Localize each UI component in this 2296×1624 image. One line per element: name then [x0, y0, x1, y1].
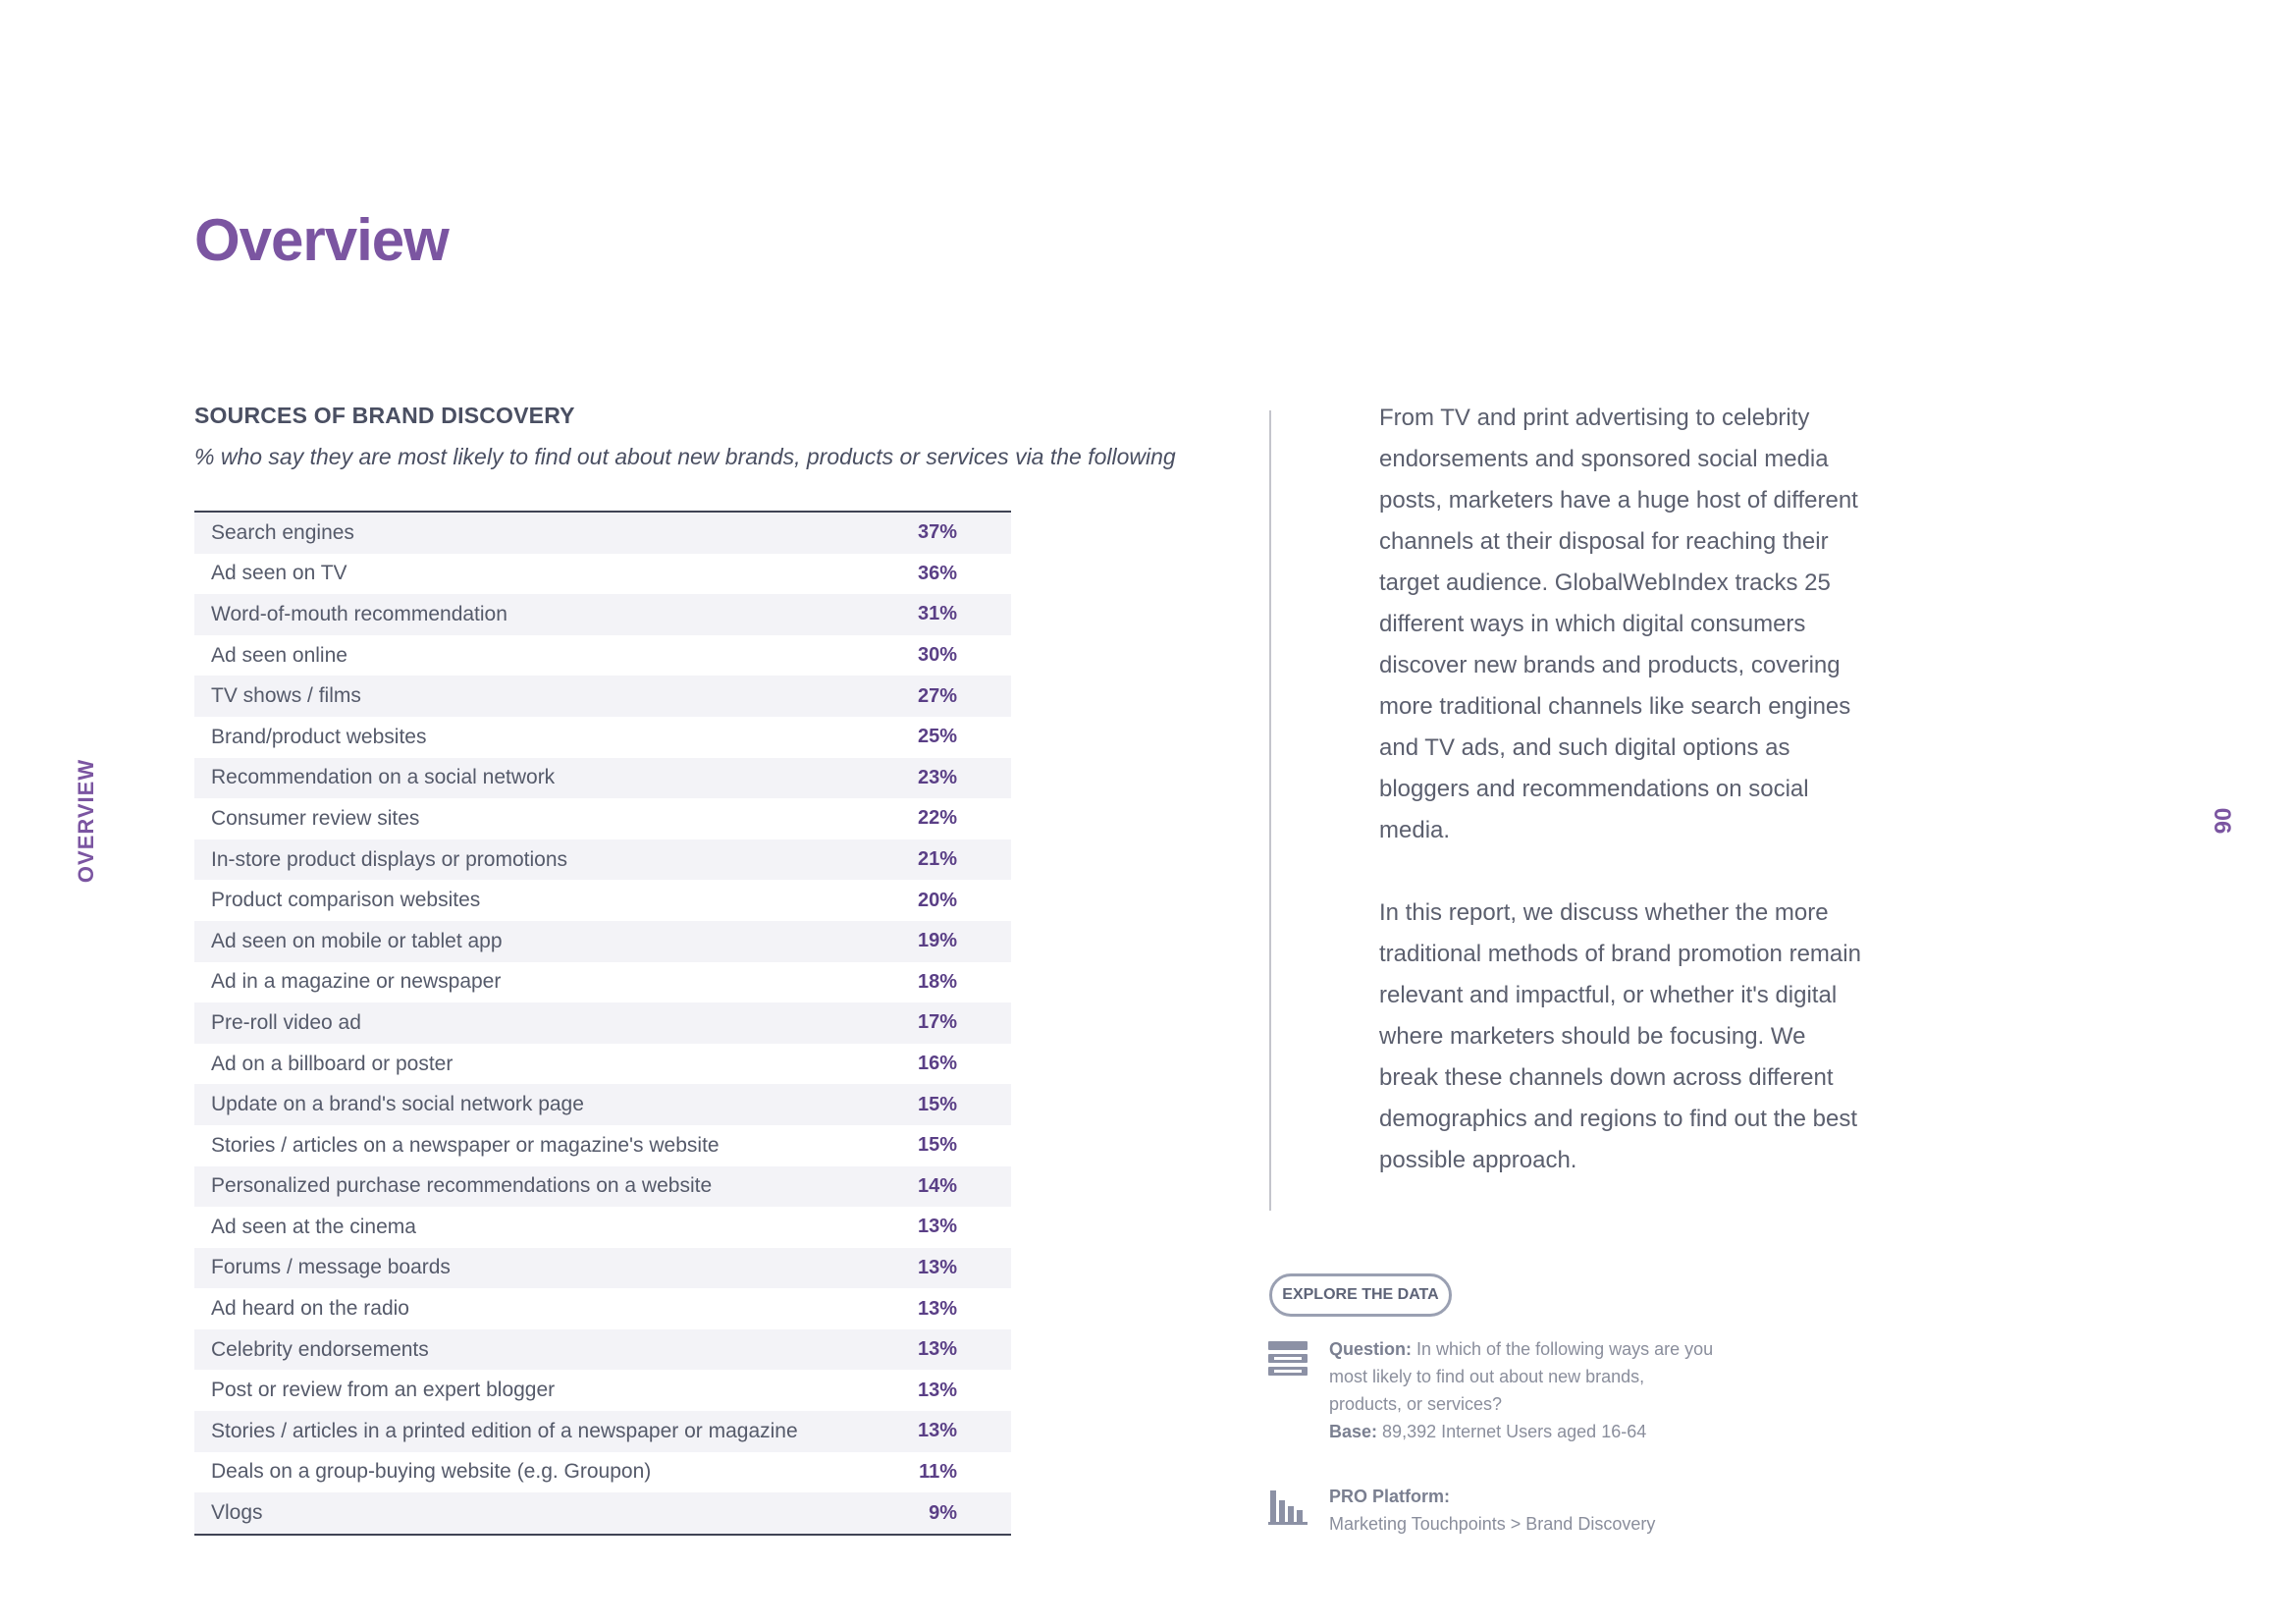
table-row	[194, 758, 1011, 799]
row-value: 16%	[917, 1053, 957, 1075]
row-value: 19%	[917, 930, 957, 952]
row-value: 27%	[917, 684, 957, 707]
body-paragraph: From TV and print advertising to celebrity endorsements and sponsored social media posts, marketers have a huge host of different channels at their disposal for reaching their target audience. GlobalWebIndex tracks 25 different ways in which digital consumers discover new brands and products, covering more traditional channels like search engines and TV ads, and such digital options as bloggers and recommendations on social media.	[1379, 405, 1858, 843]
row-value: 23%	[917, 766, 957, 788]
row-label: Ad seen at the cinema	[211, 1215, 416, 1238]
table-row	[194, 1166, 1011, 1208]
row-value: 13%	[917, 1420, 957, 1442]
table-row	[194, 554, 1011, 595]
row-label: Search engines	[211, 520, 354, 544]
row-label: Deals on a group-buying website (e.g. Groupon)	[211, 1460, 652, 1484]
row-label: Celebrity endorsements	[211, 1337, 429, 1361]
row-value: 13%	[917, 1216, 957, 1238]
table-row	[194, 1044, 1011, 1085]
row-value: 9%	[929, 1501, 957, 1524]
body-paragraph: In this report, we discuss whether the more traditional methods of brand promotion remain relevant and impactful, or whether it's digital where marketers should be focusing. We break these channels down across different demographics and regions to find out the best possible approach.	[1379, 899, 1861, 1173]
row-label: Stories / articles in a printed edition of a newspaper or magazine	[211, 1419, 798, 1442]
table-row	[194, 839, 1011, 881]
row-value: 30%	[917, 644, 957, 667]
table-row	[194, 1125, 1011, 1166]
page-number: 06	[2209, 807, 2235, 835]
body-text	[1379, 398, 1870, 1222]
table-row	[194, 880, 1011, 921]
row-label: Ad on a billboard or poster	[211, 1052, 454, 1075]
row-value: 31%	[917, 603, 957, 625]
section-title: SOURCES OF BRAND DISCOVERY	[194, 403, 575, 428]
row-label: Word-of-mouth recommendation	[211, 602, 507, 625]
table-row	[194, 1207, 1011, 1248]
row-label: Personalized purchase recommendations on a website	[211, 1174, 713, 1198]
pro-label: PRO Platform:	[1329, 1487, 1451, 1506]
brand-discovery-table	[194, 511, 1011, 1536]
table-row	[194, 1248, 1011, 1289]
row-label: Ad heard on the radio	[211, 1297, 409, 1321]
bar-chart-icon	[1268, 1490, 1308, 1531]
row-value: 37%	[917, 521, 957, 544]
row-label: Ad in a magazine or newspaper	[211, 970, 502, 994]
row-label: Consumer review sites	[211, 806, 420, 830]
side-section-label: OVERVIEW	[74, 758, 98, 884]
table-row	[194, 1288, 1011, 1329]
row-value: 13%	[917, 1379, 957, 1401]
question-label: Question:	[1329, 1339, 1412, 1359]
table-row	[194, 1370, 1011, 1411]
table-row	[194, 1084, 1011, 1125]
row-label: Product comparison websites	[211, 889, 481, 912]
pro-platform-info	[1329, 1483, 1741, 1538]
row-label: Post or review from an expert blogger	[211, 1379, 556, 1402]
row-label: Pre-roll video ad	[211, 1010, 361, 1034]
row-label: Ad seen online	[211, 643, 347, 667]
table-row	[194, 513, 1011, 554]
row-value: 15%	[917, 1093, 957, 1115]
table-row	[194, 594, 1011, 635]
row-label: Vlogs	[211, 1501, 263, 1525]
table-row	[194, 798, 1011, 839]
table-row	[194, 1452, 1011, 1493]
table-row	[194, 1411, 1011, 1452]
explore-data-button[interactable]: EXPLORE THE DATA	[1269, 1273, 1452, 1317]
table-row	[194, 717, 1011, 758]
row-value: 15%	[917, 1134, 957, 1157]
row-value: 22%	[917, 807, 957, 830]
row-label: Recommendation on a social network	[211, 766, 556, 789]
row-value: 18%	[917, 970, 957, 993]
table-row	[194, 676, 1011, 717]
column-divider	[1269, 410, 1271, 1211]
base-label: Base:	[1329, 1422, 1378, 1441]
row-label: Forums / message boards	[211, 1256, 451, 1279]
row-label: In-store product displays or promotions	[211, 847, 567, 871]
base-text: 89,392 Internet Users aged 16-64	[1382, 1422, 1647, 1441]
row-value: 14%	[917, 1174, 957, 1197]
pro-platform-link[interactable]: Marketing Touchpoints > Brand Discovery	[1329, 1514, 1656, 1534]
row-value: 13%	[917, 1338, 957, 1361]
row-label: TV shows / films	[211, 684, 361, 708]
row-label: Update on a brand's social network page	[211, 1093, 584, 1116]
row-value: 21%	[917, 848, 957, 871]
row-label: Brand/product websites	[211, 725, 427, 748]
row-value: 13%	[917, 1297, 957, 1320]
table-row	[194, 1002, 1011, 1044]
row-value: 11%	[919, 1460, 957, 1483]
table-row	[194, 635, 1011, 677]
row-value: 20%	[917, 889, 957, 911]
row-label: Stories / articles on a newspaper or magazine's website	[211, 1133, 720, 1157]
row-label: Ad seen on TV	[211, 562, 347, 585]
row-value: 17%	[917, 1011, 957, 1034]
table-row	[194, 1492, 1011, 1534]
page-title: Overview	[194, 207, 449, 273]
row-value: 13%	[917, 1256, 957, 1278]
row-value: 36%	[917, 562, 957, 584]
table-row	[194, 1329, 1011, 1371]
question-text: In which of the following ways are you most likely to find out about new brands, products, or services?	[1329, 1339, 1714, 1414]
list-icon	[1268, 1341, 1308, 1383]
question-info	[1329, 1335, 1722, 1445]
section-subtitle: % who say they are most likely to find out about new brands, products or services via the following	[194, 444, 1176, 469]
row-value: 25%	[917, 726, 957, 748]
table-row	[194, 962, 1011, 1003]
table-row	[194, 921, 1011, 962]
row-label: Ad seen on mobile or tablet app	[211, 929, 503, 952]
